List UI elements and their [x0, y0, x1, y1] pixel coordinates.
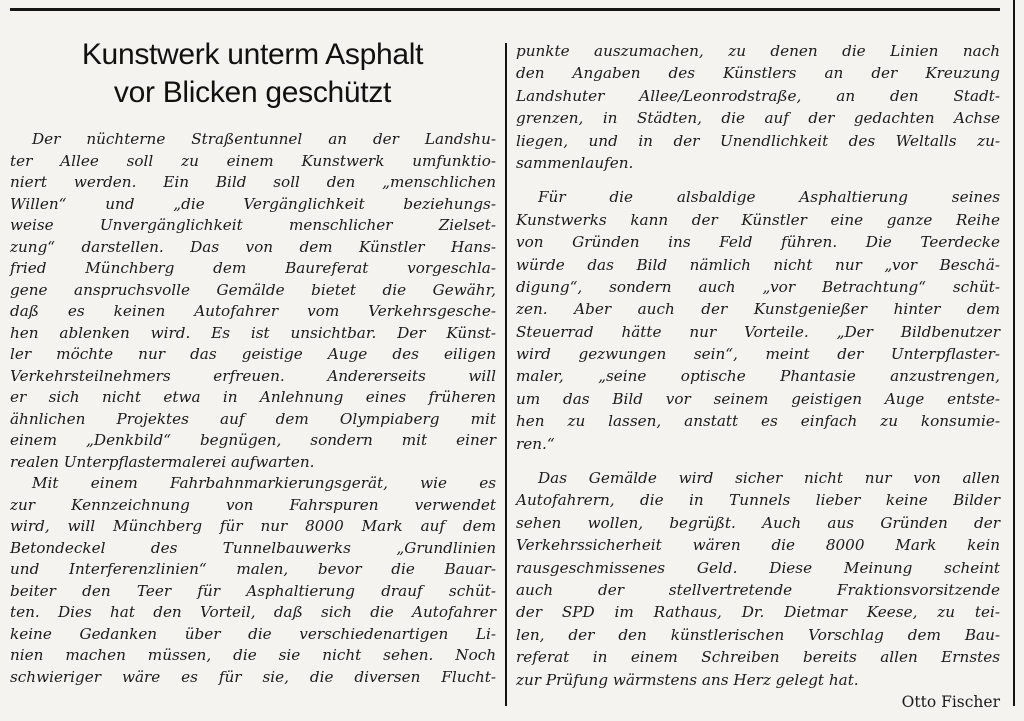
text-line: um das Bild vor seinem geistigen Auge entste-	[516, 389, 1000, 408]
text-line: Betondeckel des Tunnelbauwerks „Grundlinien	[10, 538, 496, 557]
text-line: realen Unterpflastermalerei aufwarten.	[10, 452, 315, 471]
headline-line: Kunstwerk unterm Asphalt	[81, 38, 424, 71]
paragraph-gap	[516, 174, 1000, 186]
top-rule	[10, 8, 1000, 11]
right-column	[516, 40, 1000, 713]
text-line: rausgeschmissenes Geld. Diese Meinung scheint	[516, 558, 1000, 577]
text-line: len, der den künstlerischen Vorschlag dem Bau-	[516, 625, 1000, 644]
author-byline: Otto Fischer	[901, 692, 1000, 711]
article-headline	[10, 36, 495, 112]
text-line: den Angaben des Künstlers an der Kreuzung	[516, 64, 1000, 83]
text-line: ten. Dies hat den Vorteil, daß sich die Autofahrer	[10, 603, 496, 621]
text-line: grenzen, in Städten, die auf der gedachten Achse	[516, 109, 1000, 128]
text-line: ler möchte nur das geistige Auge des eiligen	[10, 345, 496, 363]
text-line: referat in einem Schreiben bereits allen Ernstes	[516, 648, 1000, 667]
text-line: Das Gemälde wird sicher nicht nur von allen	[538, 469, 1000, 488]
text-line: fried Münchberg dem Baureferat vorgeschla-	[10, 259, 496, 277]
text-line: nien machen müssen, die sie nicht sehen. Noch	[10, 646, 496, 664]
text-line: daß es keinen Autofahrer vom Verkehrsgesche-	[10, 302, 496, 320]
column-divider	[505, 43, 507, 706]
text-line: hen ablenken wird. Es ist unsichtbar. Der Künst-	[10, 323, 496, 342]
text-line: zen. Aber auch der Kunstgenießer hinter dem	[516, 300, 1000, 319]
text-line: einem „Denkbild“ begnügen, sondern mit einer	[10, 431, 496, 449]
text-line: er sich nicht etwa in Anlehnung eines früheren	[10, 388, 496, 406]
text-line: von Gründen ins Feld führen. Die Teerdecke	[516, 233, 1000, 252]
text-line: digung“, sondern auch „vor Betrachtung“ schüt-	[516, 277, 1000, 296]
left-column	[10, 129, 496, 688]
text-line: Verkehrssicherheit wären die 8000 Mark kein	[516, 536, 1000, 555]
paragraph-gap	[516, 455, 1000, 467]
text-line: ter Allee soll zu einem Kunstwerk umfunktio-	[10, 151, 496, 170]
text-line: zur Prüfung wärmstens ans Herz gelegt hat.	[516, 670, 859, 689]
text-line: liegen, und in der Unendlichkeit des Weltalls zu-	[516, 131, 1000, 150]
text-line: würde das Bild nämlich nicht nur „vor Beschä-	[516, 255, 1000, 274]
headline-line: vor Blicken geschützt	[113, 76, 392, 109]
text-line: Kunstwerks kann der Künstler eine ganze Reihe	[516, 210, 1000, 229]
text-line: und Interferenzlinien“ malen, bevor die Bauar-	[10, 560, 496, 578]
text-line: Landshuter Allee/Leonrodstraße, an den Stadt-	[516, 86, 1000, 105]
text-line: punkte auszumachen, zu denen die Linien nach	[516, 42, 1000, 60]
text-line: maler, „seine optische Phantasie anzustrengen,	[516, 367, 1000, 386]
text-line: sammenlaufen.	[516, 153, 634, 172]
text-line: keine Gedanken über die verschiedenartigen Li-	[10, 624, 496, 643]
text-line: Der nüchterne Straßentunnel an der Landshu-	[32, 130, 496, 148]
text-line: Für die alsbaldige Asphaltierung seines	[538, 188, 1000, 207]
text-line: hen zu lassen, anstatt es einfach zu konsumie-	[516, 412, 1000, 431]
text-line: zur Kennzeichnung von Fahrspuren verwendet	[10, 495, 496, 514]
text-line: ähnlichen Projektes auf dem Olympiaberg mit	[10, 409, 496, 428]
text-line: auch der stellvertretende Fraktionsvorsitzende	[516, 580, 1000, 599]
text-line: der SPD im Rathaus, Dr. Dietmar Keese, zu tei-	[516, 603, 1000, 622]
text-line: beiter den Teer für Asphaltierung drauf schüt-	[10, 581, 496, 600]
text-line: Mit einem Fahrbahnmarkierungsgerät, wie es	[32, 474, 496, 492]
text-line: sehen wollen, begrüßt. Auch aus Gründen der	[516, 513, 1000, 532]
text-line: schwieriger wäre es für sie, die diversen Flucht-	[10, 667, 496, 686]
text-line: wird, will Münchberg für nur 8000 Mark auf dem	[10, 517, 496, 535]
right-edge-rule	[1013, 0, 1015, 706]
text-line: ren.“	[516, 434, 555, 453]
text-line: Autofahrern, die in Tunnels lieber keine Bilder	[516, 491, 1000, 510]
text-line: niert werden. Ein Bild soll den „menschlichen	[10, 173, 496, 191]
text-line: gene anspruchsvolle Gemälde bietet die Gewähr,	[10, 280, 496, 299]
text-line: Verkehrsteilnehmers erfreuen. Andererseits will	[10, 366, 496, 385]
text-line: Willen“ und „die Vergänglichkeit beziehungs-	[10, 194, 496, 213]
text-line: wird gezwungen sein“, meint der Unterpflaster-	[516, 345, 1000, 364]
text-line: weise Unvergänglichkeit menschlicher Zielset-	[10, 216, 496, 234]
text-line: zung“ darstellen. Das von dem Künstler Hans-	[10, 237, 496, 256]
text-line: Steuerrad hätte nur Vorteile. „Der Bildbenutzer	[516, 322, 1000, 341]
